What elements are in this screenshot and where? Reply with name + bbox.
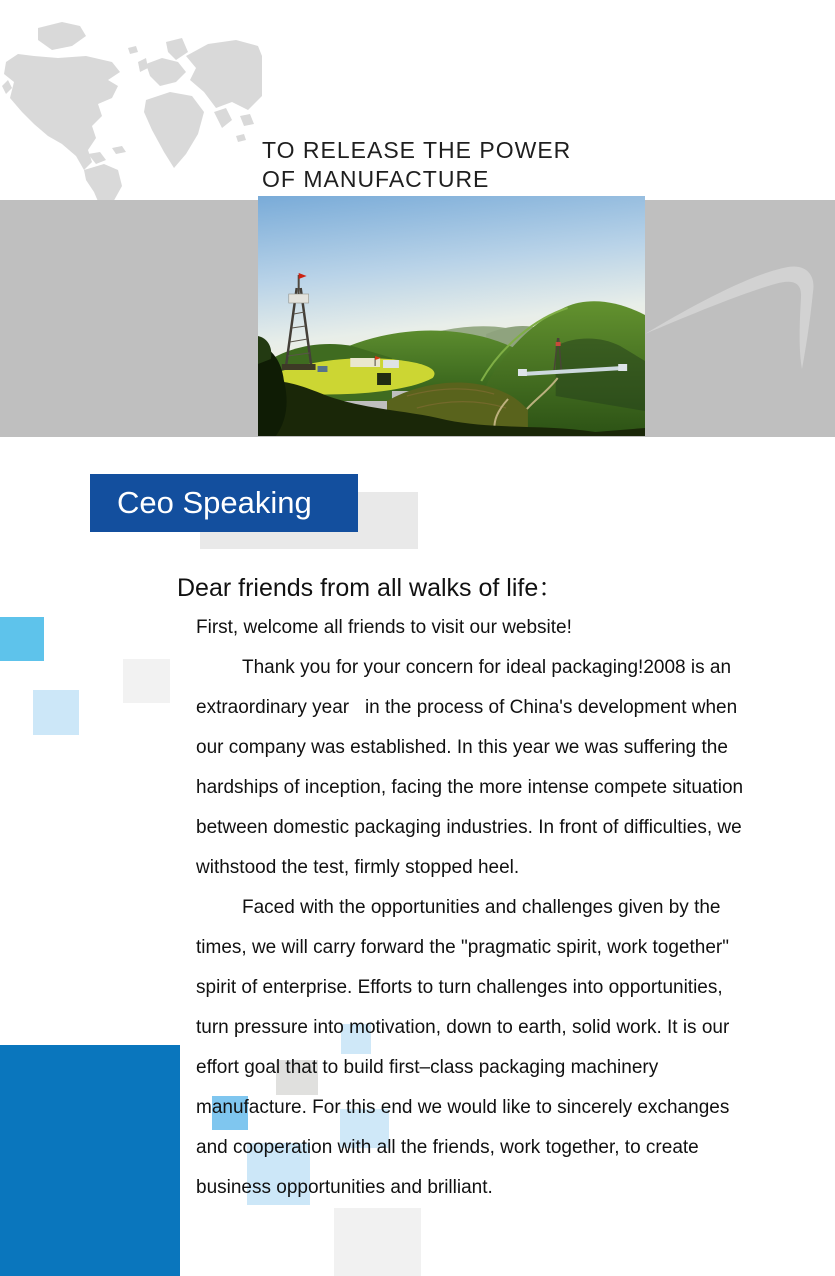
letter-line: manufacture. For this end we would like to sincerely exchanges: [196, 1097, 730, 1118]
hero-photo: [258, 196, 645, 436]
section-heading-label: Ceo Speaking: [117, 485, 312, 520]
letter-line: First, welcome all friends to visit our website!: [196, 617, 572, 638]
section-heading: [90, 474, 358, 532]
letter-line: hardships of inception, facing the more intense compete situation: [196, 777, 744, 798]
swoosh-graphic: [620, 222, 835, 437]
letter-line: extraordinary year in the process of China's development when: [196, 697, 738, 718]
decor-square-gray: [123, 659, 170, 703]
letter-body: [196, 608, 826, 1208]
letter-line: times, we will carry forward the "pragmatic spirit, work together": [196, 937, 729, 958]
letter-line: spirit of enterprise. Efforts to turn challenges into opportunities,: [196, 977, 723, 998]
letter-line: effort goal that to build first–class packaging machinery: [196, 1057, 659, 1078]
world-map-graphic: [0, 20, 262, 206]
bottom-blue-block: [0, 1045, 180, 1276]
page-title-line-2: OF MANUFACTURE: [262, 166, 490, 192]
decor-square-sky-blue: [0, 617, 44, 661]
decor-square-light-blue: [33, 690, 79, 735]
letter-salutation: Dear friends from all walks of life：: [177, 574, 564, 602]
letter-line: Faced with the opportunities and challenges given by the: [242, 897, 721, 918]
letter-line: turn pressure into motivation, down to earth, solid work. It is our: [196, 1017, 730, 1038]
decor-square-gray: [334, 1208, 421, 1276]
page-title: [262, 136, 571, 194]
letter-line: business opportunities and brilliant.: [196, 1177, 493, 1198]
letter-line: our company was established. In this year we was suffering the: [196, 737, 728, 758]
letter-line: and cooperation with all the friends, work together, to create: [196, 1137, 699, 1158]
letter-line: Thank you for your concern for ideal packaging!2008 is an: [242, 657, 732, 678]
letter-line: between domestic packaging industries. In front of difficulties, we: [196, 817, 742, 838]
page-title-line-1: TO RELEASE THE POWER: [262, 137, 572, 163]
letter-line: withstood the test, firmly stopped heel.: [196, 857, 520, 878]
